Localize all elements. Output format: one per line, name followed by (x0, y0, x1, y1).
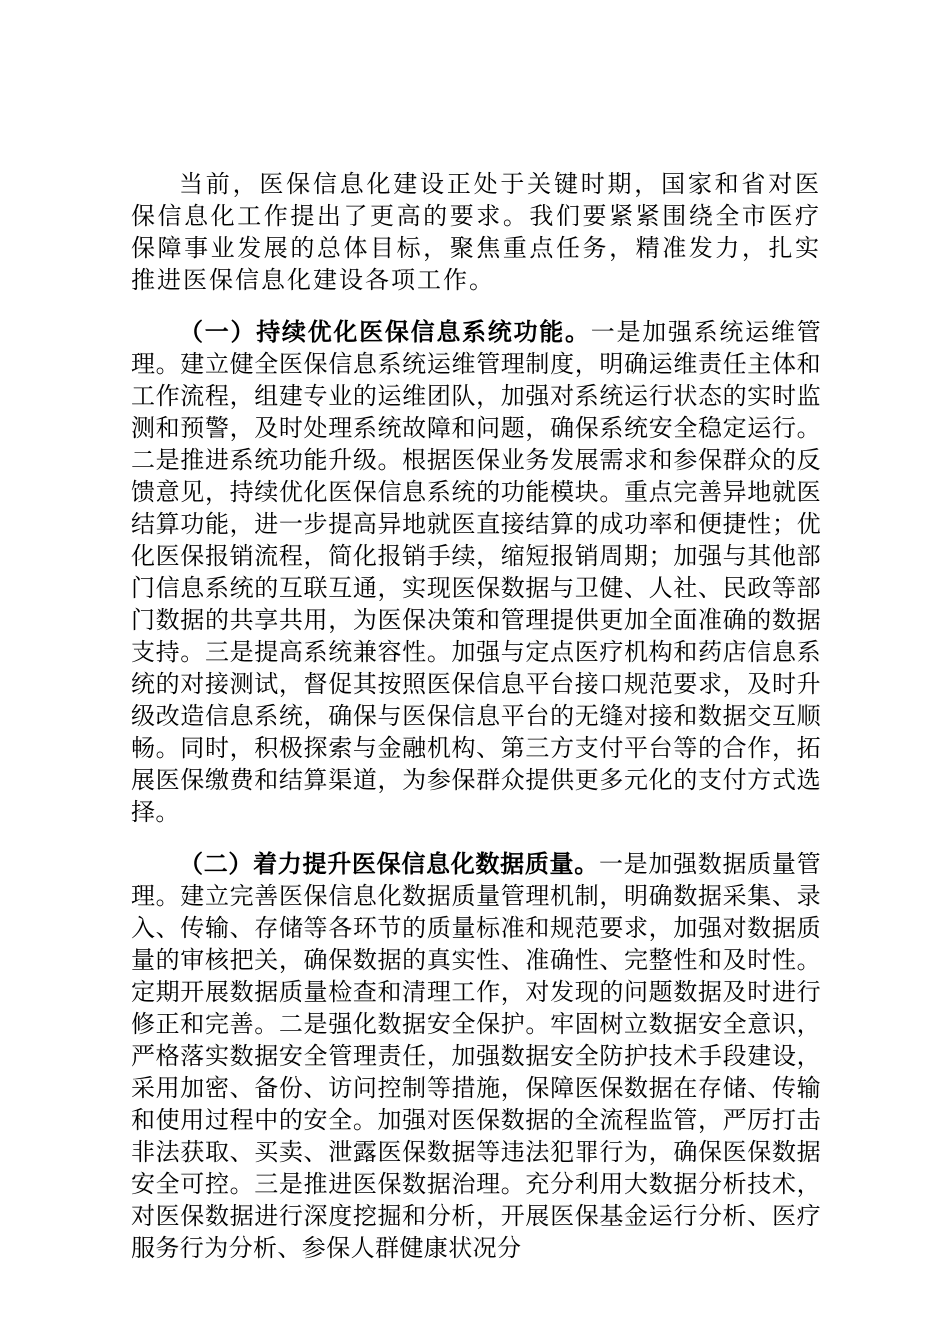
document-body (131, 168, 821, 1264)
section-one-paragraph (131, 316, 821, 828)
section-two-body: 一是加强数据质量管理。建立完善医保信息化数据质量管理机制，明确数据采集、录入、传输、存储等各环节的质量标准和规范要求，加强对数据质量的审核把关，确保数据的真实性、准确性、完整性和及时性。定期开展数据质量检查和清理工作，对发现的问题数据及时进行修正和完善。二是强化数据安全保护。牢固树立数据安全意识，严格落实数据安全管理责任，加强数据安全防护技术手段建设，采用加密、备份、访问控制等措施，保障医保数据在存储、传输和使用过程中的安全。加强对医保数据的全流程监管，严厉打击非法获取、买卖、泄露医保数据等违法犯罪行为，确保医保数据安全可控。三是推进医保数据治理。充分利用大数据分析技术，对医保数据进行深度挖掘和分析，开展医保基金运行分析、医疗服务行为分析、参保人群健康状况分 (131, 850, 821, 1262)
section-two-paragraph (131, 848, 821, 1264)
intro-paragraph: 当前，医保信息化建设正处于关键时期，国家和省对医保信息化工作提出了更高的要求。我们要紧紧围绕全市医疗保障事业发展的总体目标，聚焦重点任务，精准发力，扎实推进医保信息化建设各项工作。 (131, 170, 821, 294)
section-two-heading: （二）着力提升医保信息化数据质量。 (179, 850, 599, 878)
section-one-body: 一是加强系统运维管理。建立健全医保信息系统运维管理制度，明确运维责任主体和工作流程，组建专业的运维团队，加强对系统运行状态的实时监测和预警，及时处理系统故障和问题，确保系统安全稳定运行。二是推进系统功能升级。根据医保业务发展需求和参保群众的反馈意见，持续优化医保信息系统的功能模块。重点完善异地就医结算功能，进一步提高异地就医直接结算的成功率和便捷性；优化医保报销流程，简化报销手续，缩短报销周期；加强与其他部门信息系统的互联互通，实现医保数据与卫健、人社、民政等部门数据的共享共用，为医保决策和管理提供更加全面准确的数据支持。三是提高系统兼容性。加强与定点医疗机构和药店信息系统的对接测试，督促其按照医保信息平台接口规范要求，及时升级改造信息系统，确保与医保信息平台的无缝对接和数据交互顺畅。同时，积极探索与金融机构、第三方支付平台等的合作，拓展医保缴费和结算渠道，为参保群众提供更多元化的支付方式选择。 (131, 318, 821, 826)
section-one-heading: （一）持续优化医保信息系统功能。 (179, 318, 591, 346)
